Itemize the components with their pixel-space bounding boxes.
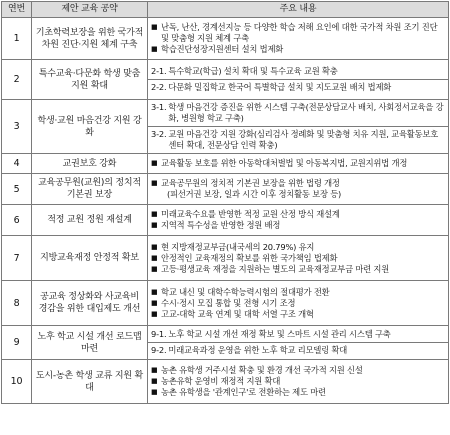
pledge-content [148, 174, 449, 205]
header-no: 연번 [2, 2, 32, 18]
row-number: 4 [2, 154, 32, 174]
item-text: 다문화 밀집학교 한국어 특별학급 설치 및 지도교원 배치 법제화 [168, 82, 392, 92]
item-text: 안정적인 교육재정의 확보를 위한 국가책임 법제화 [161, 252, 338, 263]
item-text: 농촌 유학생 거주시설 확충 및 환경 개선 국가적 지원 신설 [161, 365, 363, 375]
square-bullet-icon: ■ [151, 23, 158, 31]
item-text: 농촌 유학생을 '관계인구'로 전환하는 제도 마련 [161, 387, 326, 397]
pledge-title: 도시-농촌 학생 교류 지원 확대 [32, 360, 148, 404]
content-item [151, 158, 445, 169]
content-item [151, 82, 445, 93]
row-number: 6 [2, 205, 32, 236]
square-bullet-icon: ■ [151, 264, 158, 273]
table-row [2, 205, 449, 236]
table-row [2, 326, 449, 360]
table-row [2, 100, 449, 154]
content-item [151, 309, 445, 320]
item-detail: (피선거권 보장, 일과 시간 이후 정치활동 보장 등) [167, 189, 342, 199]
pledge-content [148, 360, 449, 404]
item-text: 특수학교(학급) 설치 확대 및 특수교육 교원 확충 [168, 66, 338, 76]
row-number: 5 [2, 174, 32, 205]
table-row [2, 174, 449, 205]
pledge-title: 공교육 정상화와 사교육비 경감을 위한 대입제도 개선 [32, 281, 148, 326]
content-item [151, 387, 445, 398]
square-bullet-icon: ■ [151, 388, 158, 396]
row-number: 7 [2, 236, 32, 281]
content-item [151, 129, 445, 151]
item-text: 농촌유학 운영비 재정적 지원 확대 [161, 376, 281, 386]
square-bullet-icon: ■ [151, 45, 158, 53]
square-bullet-icon: ■ [151, 287, 158, 296]
pledge-content [148, 18, 449, 60]
pledge-content [148, 154, 449, 174]
row-number: 10 [2, 360, 32, 404]
row-number: 1 [2, 18, 32, 60]
content-item [151, 253, 445, 264]
pledge-content [148, 60, 449, 100]
pledge-content [148, 100, 449, 154]
table-row [2, 281, 449, 326]
item-text: 수시·정시 모집 통합 및 전형 시기 조정 [161, 297, 296, 308]
item-text: 현 지방재정교부금(내국세의 20.79%) 유지 [161, 241, 315, 252]
table-header-row [2, 2, 449, 18]
item-text: 고교-대학 교육 연계 및 대학 서열 구조 개혁 [161, 308, 314, 319]
item-text: 난독, 난산, 경계선지능 등 다양한 학습 저해 요인에 대한 국가적 차원 조기 진단 및 맞춤형 지원 체계 구축 [161, 22, 438, 43]
item-text: 지역적 특수성을 반영한 정원 배정 [161, 220, 281, 230]
square-bullet-icon: ■ [151, 309, 158, 318]
content-item [151, 22, 445, 44]
item-text: 미래교육과정 운영을 위한 노후 학교 리모델링 확대 [168, 345, 348, 355]
content-item [151, 189, 445, 200]
square-bullet-icon: ■ [151, 253, 158, 262]
pledge-title: 적정 교원 정원 재설계 [32, 205, 148, 236]
square-bullet-icon: ■ [151, 298, 158, 307]
item-number: 3-2. [151, 129, 167, 139]
item-number: 9-2. [151, 345, 167, 355]
square-bullet-icon: ■ [151, 210, 158, 218]
item-text: 학교 내신 및 대학수학능력시험의 절대평가 전환 [161, 286, 330, 297]
item-text: 학습진단성장지원센터 설치 법제화 [161, 44, 284, 54]
content-item [151, 44, 445, 55]
item-number: 2-2. [151, 82, 167, 92]
content-item [151, 376, 445, 387]
square-bullet-icon: ■ [151, 366, 158, 374]
pledge-content [148, 281, 449, 326]
table-row [2, 60, 449, 100]
table-body [2, 18, 449, 404]
item-text: 학생 마음건강 증진을 위한 시스템 구축(전문상담교사 배치, 사회정서교육을 강화, 병원형 학교 구축) [168, 102, 444, 123]
pledge-title: 교권보호 강화 [32, 154, 148, 174]
content-item [151, 220, 445, 231]
header-content: 주요 내용 [148, 2, 449, 18]
pledge-content [148, 205, 449, 236]
item-text: 노후 학교 시설 개선 재정 확보 및 스마트 시설 관리 시스템 구축 [168, 329, 391, 339]
content-item [151, 209, 445, 220]
content-item [151, 264, 445, 275]
row-number: 3 [2, 100, 32, 154]
pledge-title: 교육공무원(교원)의 정치적 기본권 보장 [32, 174, 148, 205]
content-item [148, 66, 448, 80]
pledge-title: 노후 학교 시설 개선 로드맵 마련 [32, 326, 148, 360]
content-item [151, 178, 445, 189]
item-text: 미래교육수요를 반영한 적정 교원 산정 방식 재설계 [161, 209, 340, 219]
item-text: 교육활동 보호를 위한 아동학대처벌법 및 아동복지법, 교원지위법 개정 [161, 158, 408, 168]
content-item [148, 329, 448, 343]
content-item [151, 242, 445, 253]
pledge-content [148, 236, 449, 281]
row-number: 9 [2, 326, 32, 360]
table-row [2, 18, 449, 60]
table-row [2, 236, 449, 281]
item-text: 교육공무원의 정치적 기본권 보장을 위한 법령 개정 [161, 178, 340, 188]
item-text: 교원 마음건강 지원 강화(심리검사 정례화 및 맞춤형 치유 지원, 교육활동보호센터 확대, 전문상담 인력 확충) [168, 129, 439, 150]
content-item [151, 365, 445, 376]
table-row [2, 154, 449, 174]
content-item [151, 345, 445, 356]
item-number: 3-1. [151, 102, 167, 112]
item-text: 고등·평생교육 재정을 지원하는 별도의 교육재정교부금 마련 지원 [161, 263, 390, 274]
square-bullet-icon: ■ [151, 377, 158, 385]
table-row [2, 360, 449, 404]
header-title: 제안 교육 공약 [32, 2, 148, 18]
square-bullet-icon: ■ [151, 221, 158, 229]
pledge-title: 기초학력보장을 위한 국가적 차원 진단·지원 체계 구축 [32, 18, 148, 60]
item-number: 9-1. [151, 329, 167, 339]
content-item [151, 298, 445, 309]
item-number: 2-1. [151, 66, 167, 76]
square-bullet-icon: ■ [151, 179, 158, 187]
square-bullet-icon: ■ [151, 242, 158, 251]
pledge-title: 특수교육·다문화 학생 맞춤 지원 확대 [32, 60, 148, 100]
policy-table [1, 1, 449, 404]
pledge-content [148, 326, 449, 360]
content-item [148, 102, 448, 127]
pledge-title: 학생·교원 마음건강 지원 강화 [32, 100, 148, 154]
row-number: 8 [2, 281, 32, 326]
pledge-title: 지방교육재정 안정적 확보 [32, 236, 148, 281]
square-bullet-icon: ■ [151, 159, 158, 167]
content-item [151, 287, 445, 298]
row-number: 2 [2, 60, 32, 100]
